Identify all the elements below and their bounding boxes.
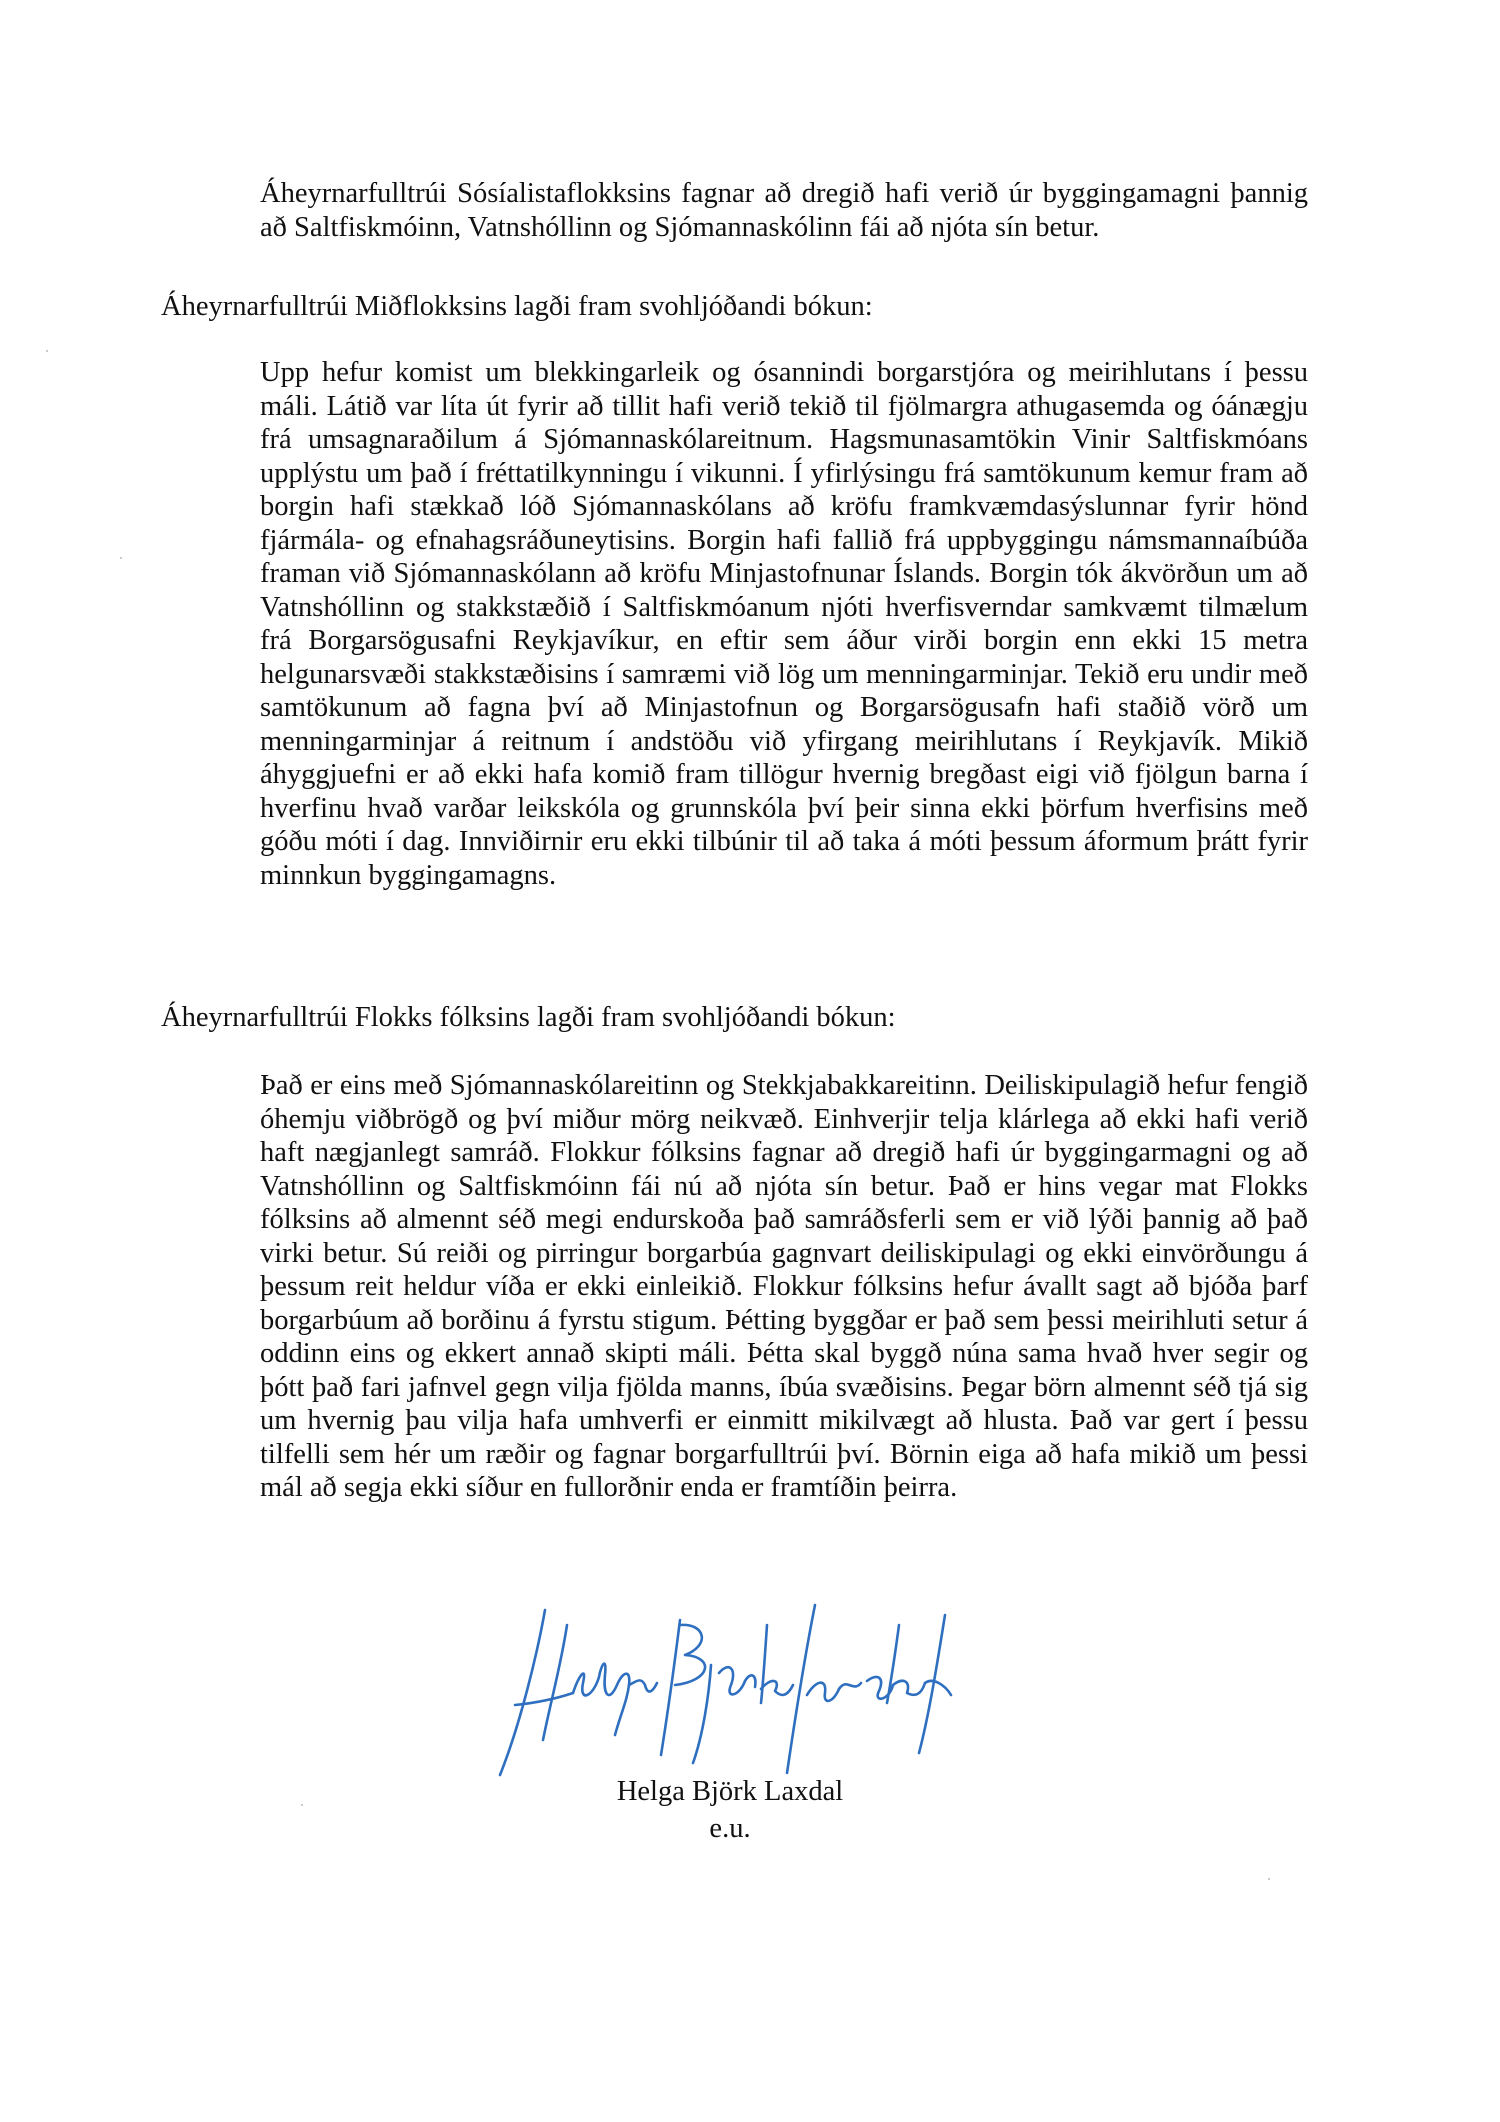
- paragraph-centre-party-booking: Upp hefur komist um blekkingarleik og ósannindi borgarstjóra og meirihlutans í þessu máli. Látið var líta út fyrir að tillit hafi verið tekið til fjölmargra athugasemda og óánægju frá umsagnaraðilum á Sjómannaskólareitnum. Hagsmunasamtökin Vinir Saltfiskmóans upplýstu um það í fréttatilkynningu í vikunni. Í yfirlýsingu frá samtökunum kemur fram að borgin hafi stækkað lóð Sjómannaskólans að kröfu framkvæmdasýslunnar fyrir hönd fjármála- og efnahagsráðuneytisins. Borgin hafi fallið frá uppbyggingu námsmannaíbúða framan við Sjómannaskólann að kröfu Minjastofnunar Íslands. Borgin tók ákvörðun um að Vatnshóllinn og stakkstæðið í Saltfiskmóanum njóti hverfisverndar samkvæmt tilmælum frá Borgarsögusafni Reykjavíkur, en eftir sem áður virði borgin enn ekki 15 metra helgunarsvæði stakkstæðisins í samræmi við lög um menningarminjar. Tekið eru undir með samtökunum að fagna því að Minjastofnun og Borgarsögusafn hafi staðið vörð um menningarminjar á reitnum í andstöðu við yfirgang meirihlutans í Reykjavík. Mikið áhyggjuefni er að ekki hafa komið fram tillögur hvernig bregðast eigi við fjölgun barna í hverfinu hvað varðar leikskóla og grunnskóla því þeir sinna ekki þörfum hverfisins með góðu móti í dag. Innviðirnir eru ekki tilbúnir til að taka á móti þessum áformum þrátt fyrir minnkun byggingamagns.: [260, 357, 1308, 891]
- paragraph-peoples-party-booking: Það er eins með Sjómannaskólareitinn og Stekkjabakkareitinn. Deiliskipulagið hefur fengið óhemju viðbrögð og því miður mörg neikvæð. Einhverjir telja klárlega að ekki hafi verið haft nægjanlegt samráð. Flokkur fólksins fagnar að dregið hafi úr byggingarmagni og að Vatnshóllinn og Saltfiskmóinn fái nú að njóta sín betur. Það er hins vegar mat Flokks fólksins að almennt séð megi endurskoða það samráðsferli sem er við lýði þannig að það virki betur. Sú reiði og pirringur borgarbúa gagnvart deiliskipulagi og ekki einvörðungu á þessum reit heldur víða er ekki einleikið. Flokkur fólksins hefur ávallt sagt að bjóða þarf borgarbúum að borðinu á fyrstu stigum. Þétting byggðar er það sem þessi meirihluti setur á oddinn eins og ekkert annað skipti máli. Þétta skal byggð núna sama hvað hver segir og þótt það fari jafnvel gegn vilja fjölda manns, íbúa svæðisins. Þegar börn almennt séð tjá sig um hvernig þau vilja hafa umhverfi er einmitt mikilvægt að hlusta. Það var gert í þessu tilfelli sem hér um ræðir og fagnar borgarfulltrúi því. Börnin eiga að hafa mikið um þessi mál að segja ekki síður en fullorðnir enda er framtíðin þeirra.: [260, 1070, 1308, 1503]
- paragraph-centre-party-intro: Áheyrnarfulltrúi Miðflokksins lagði fram svohljóðandi bókun:: [161, 291, 873, 322]
- paragraph-peoples-party-intro: Áheyrnarfulltrúi Flokks fólksins lagði fram svohljóðandi bókun:: [161, 1002, 896, 1033]
- scan-speck: [1268, 1878, 1270, 1880]
- handwritten-signature: [475, 1585, 1015, 1785]
- scan-speck: [46, 350, 48, 352]
- scan-speck: [301, 1804, 303, 1806]
- signatory-name: Helga Björk Laxdal: [616, 1776, 844, 1807]
- paragraph-socialist-statement: Áheyrnarfulltrúi Sósíalistaflokksins fagnar að dregið hafi verið úr byggingamagni þannig að Saltfiskmóinn, Vatnshóllinn og Sjómannaskólinn fái að njóta sín betur.: [260, 178, 1308, 243]
- signatory-role: e.u.: [709, 1813, 751, 1844]
- scan-speck: [120, 557, 122, 559]
